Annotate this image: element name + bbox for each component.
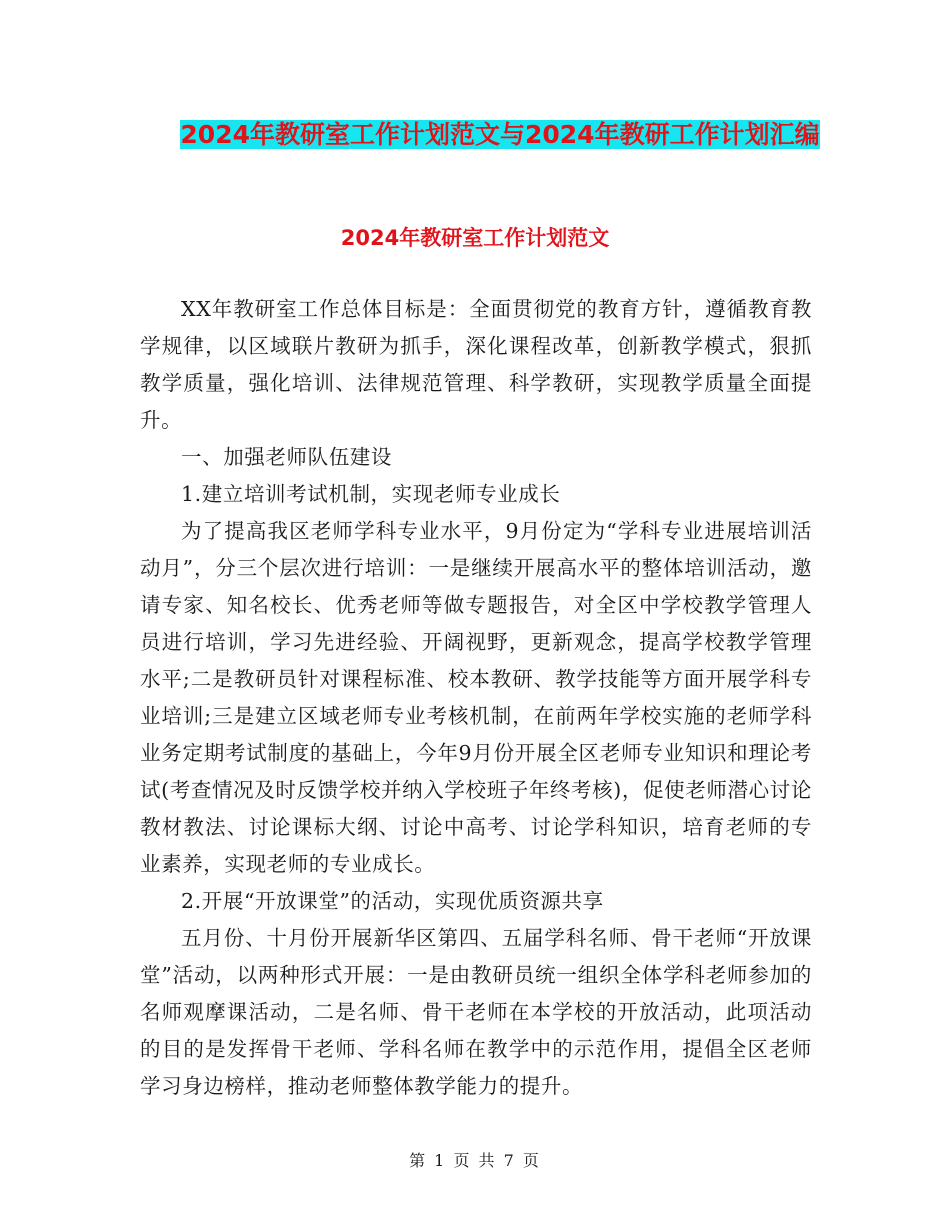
page-footer: 第 1 页 共 7 页 xyxy=(409,1151,541,1170)
section-title: 2024年教研室工作计划范文 xyxy=(340,226,610,250)
paragraph-overview: XX年教研室工作总体目标是：全面贯彻党的教育方针，遵循教育教学规律，以区域联片教研为抓手，深化课程改革，创新教学模式，狠抓教学质量，强化培训、法律规范管理、科学教研，实现教学质量全面提升。 xyxy=(140,297,812,432)
heading-teacher-team: 一、加强老师队伍建设 xyxy=(181,445,392,469)
paragraph-open-classroom: 五月份、十月份开展新华区第四、五届学科名师、骨干老师“开放课堂”活动，以两种形式开展：一是由教研员统一组织全体学科老师参加的名师观摩课活动，二是名师、骨干老师在本学校的开放活动，此项活动的目的是发挥骨干老师、学科名师在教学中的示范作用，提倡全区老师学习身边榜样，推动老师整体教学能力的提升。 xyxy=(140,926,812,1098)
document-body xyxy=(140,291,812,1105)
heading-training-exam: 1.建立培训考试机制，实现老师专业成长 xyxy=(181,482,561,506)
document-title-highlight: 2024年教研室工作计划范文与2024年教研工作计划汇编 xyxy=(180,120,820,149)
paragraph-training: 为了提高我区老师学科专业水平，9月份定为“学科专业进展培训活动月”，分三个层次进行培训：一是继续开展高水平的整体培训活动，邀请专家、知名校长、优秀老师等做专题报告，对全区中学校教学管理人员进行培训，学习先进经验、开阔视野，更新观念，提高学校教学管理水平;二是教研员针对课程标准、校本教研、教学技能等方面开展学科专业培训;三是建立区域老师专业考核机制，在前两年学校实施的老师学科业务定期考试制度的基础上，今年9月份开展全区老师专业知识和理论考试(考查情况及时反馈学校并纳入学校班子年终考核)，促使老师潜心讨论教材教法、讨论课标大纲、讨论中高考、讨论学科知识，培育老师的专业素养，实现老师的专业成长。 xyxy=(140,519,812,876)
document-title xyxy=(140,112,860,158)
heading-open-classroom: 2.开展“开放课堂”的活动，实现优质资源共享 xyxy=(181,889,604,913)
